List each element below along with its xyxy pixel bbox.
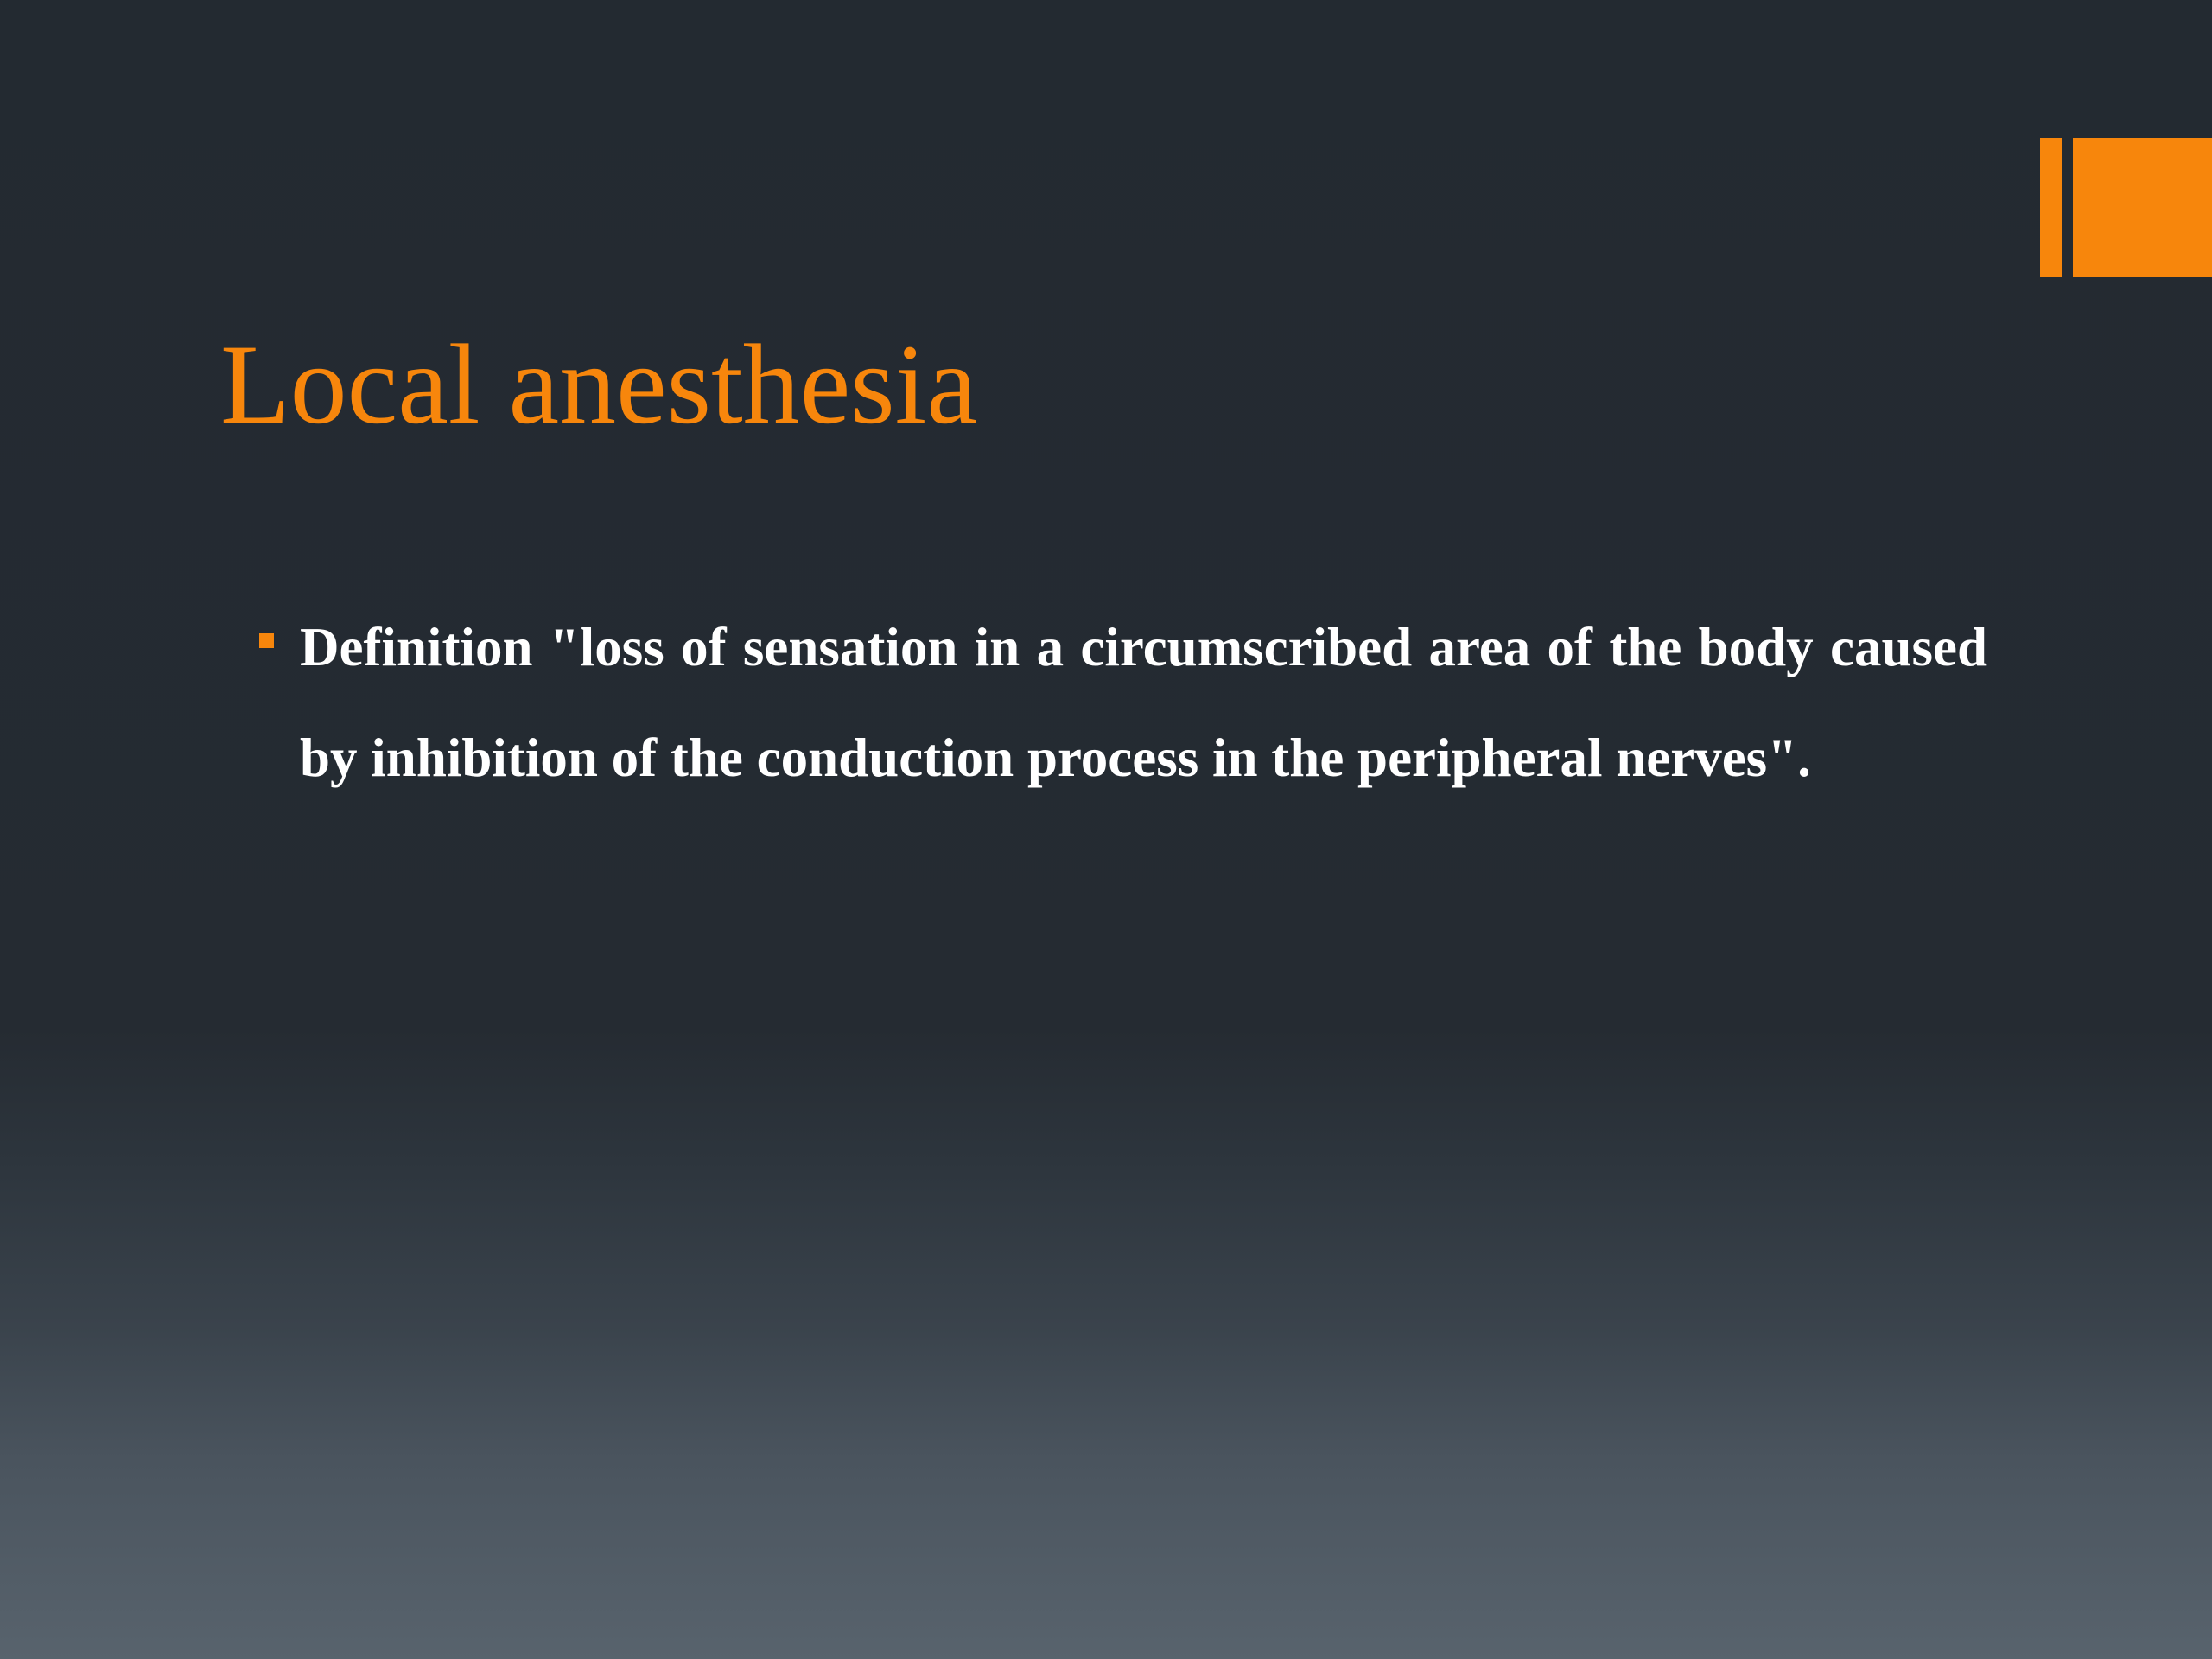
bullet-item [259, 592, 1987, 813]
square-bullet-icon [259, 633, 274, 648]
bullet-text: Definition "loss of sensation in a circumscribed area of the body caused by inhibition of the conduction process in the peripheral nerves". [300, 617, 1987, 788]
slide-title: Local anesthesia [220, 321, 977, 448]
accent-bar-block [2073, 138, 2212, 276]
accent-bar-thin [2040, 138, 2062, 276]
bullet-list [259, 605, 1987, 813]
